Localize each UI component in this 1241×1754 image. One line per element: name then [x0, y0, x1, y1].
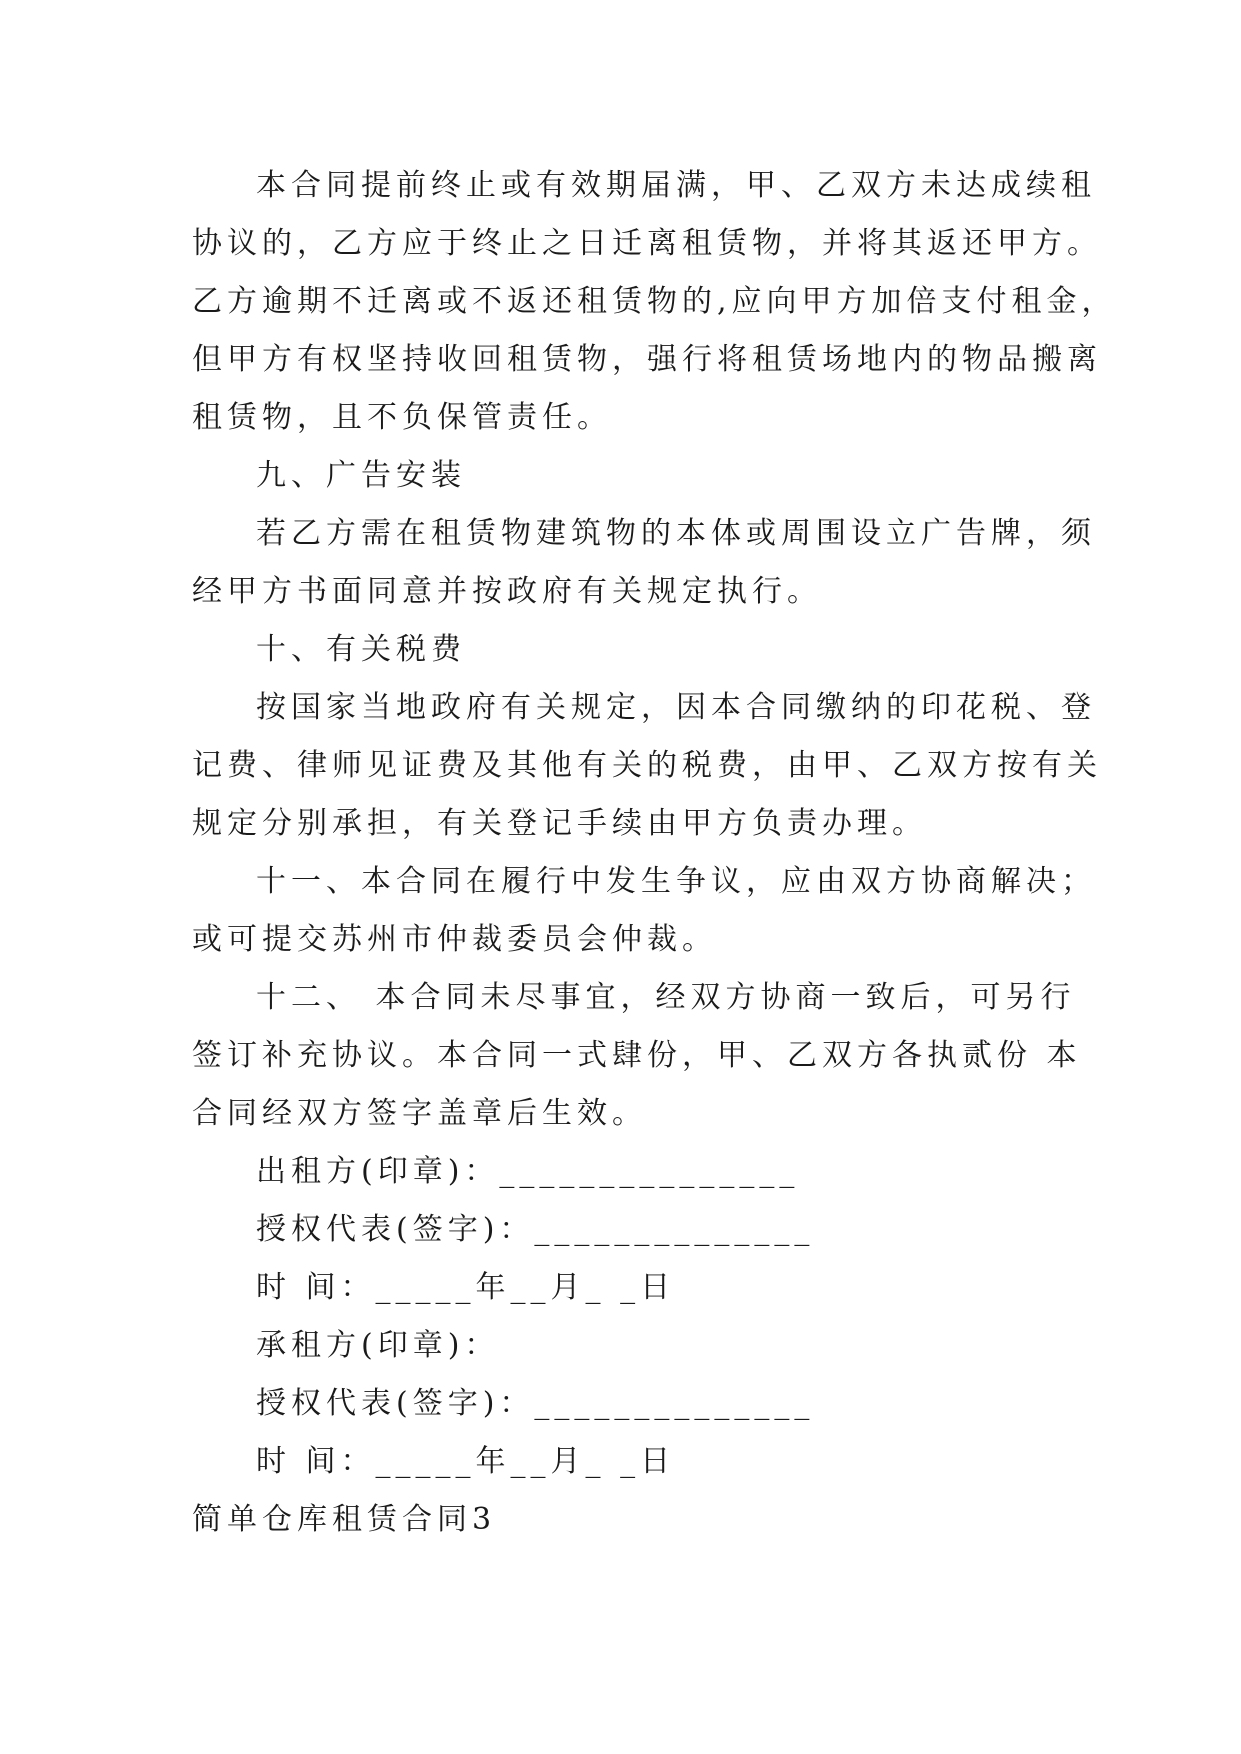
paragraph-line: 按国家当地政府有关规定，因本合同缴纳的印花税、登 [256, 690, 1096, 725]
paragraph-line: 记费、律师见证费及其他有关的税费，由甲、乙双方按有关 [192, 748, 1102, 783]
paragraph-line: 乙方逾期不迁离或不返还租赁物的,应向甲方加倍支付租金， [192, 284, 1117, 319]
paragraph-line: 规定分别承担，有关登记手续由甲方负责办理。 [192, 806, 927, 841]
paragraph-line: 经甲方书面同意并按政府有关规定执行。 [192, 574, 822, 609]
lessor-date-field: 时 间：_____年__月_ _日 [256, 1270, 676, 1305]
lessor-seal-field: 出租方(印章)：_______________ [256, 1154, 800, 1189]
paragraph-line: 签订补充协议。本合同一式肆份，甲、乙双方各执贰份 本 [192, 1038, 1082, 1073]
section-heading: 九、广告安装 [256, 458, 466, 493]
lessee-representative-field: 授权代表(签字)：______________ [256, 1386, 815, 1421]
lessor-representative-field: 授权代表(签字)：______________ [256, 1212, 815, 1247]
document-body [192, 157, 1117, 1549]
paragraph-line: 本合同提前终止或有效期届满，甲、乙双方未达成续租 [256, 168, 1096, 203]
lessee-seal-field: 承租方(印章)： [256, 1328, 500, 1363]
paragraph-line: 但甲方有权坚持收回租赁物，强行将租赁场地内的物品搬离 [192, 342, 1102, 377]
paragraph-line: 十一、本合同在履行中发生争议，应由双方协商解决； [256, 864, 1096, 899]
paragraph-line: 十二、 本合同未尽事宜，经双方协商一致后，可另行 [256, 980, 1076, 1015]
paragraph-line: 租赁物，且不负保管责任。 [192, 400, 612, 435]
paragraph-line: 若乙方需在租赁物建筑物的本体或周围设立广告牌，须 [256, 516, 1096, 551]
paragraph-line: 协议的，乙方应于终止之日迁离租赁物，并将其返还甲方。 [192, 226, 1102, 261]
section-heading: 十、有关税费 [256, 632, 466, 667]
paragraph-line: 合同经双方签字盖章后生效。 [192, 1096, 647, 1131]
next-document-title: 简单仓库租赁合同3 [192, 1502, 497, 1537]
lessee-date-field: 时 间：_____年__月_ _日 [256, 1444, 676, 1479]
paragraph-line: 或可提交苏州市仲裁委员会仲裁。 [192, 922, 717, 957]
